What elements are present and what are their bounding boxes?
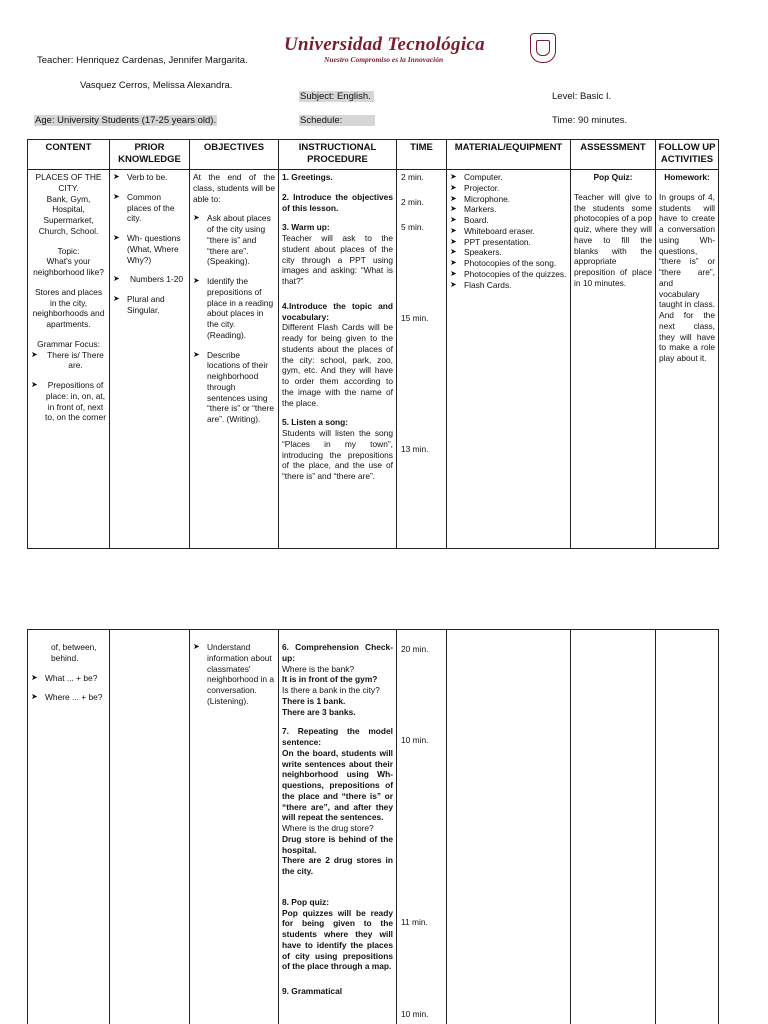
col-header-assessment: ASSESSMENT [571,140,656,170]
col-header-material: MATERIAL/EQUIPMENT [447,140,571,170]
grammar-item: ➤ There is/ There are. [31,350,106,372]
lesson-plan-table-1 [27,139,719,549]
time-value: 15 min. [401,313,429,323]
step-7-line: On the board, students will write sentences about their neighborhood using Wh-questions, prepositions of the place and “there is” or “there are”, and after they will repeat the sentences. [282,747,393,823]
stores-text: Stores and places in the city, neighborhoods and apartments. [32,286,105,329]
time-value: 11 min. [401,917,428,927]
time-value: 20 min. [401,644,429,654]
material-item: ➤ Photocopies of the quizzes. [450,269,567,280]
time-value: 2 min. [401,197,424,207]
procedure-step-8-body: Pop quizzes will be ready for being given to the students where they will have to identify the places of city using prepositions of the place through a map. [282,907,393,972]
followup-cell-2 [656,630,719,1024]
assessment-title: Pop Quiz: [593,172,633,182]
university-seal-icon [530,33,556,63]
time-field: Time: 90 minutes. [552,115,628,126]
procedure-cell-2 [279,630,397,1024]
objectives-cell-2 [190,630,279,1024]
teacher-name-2: Vasquez Cerros, Melissa Alexandra. [80,80,233,91]
step-6-line: Is there a bank in the city? [282,685,380,695]
prior-item: ➤ Numbers 1-20 [113,274,186,285]
material-item: ➤ Projector. [450,183,567,194]
procedure-step-5-body: Students will listen the song “Places in my town”, introducing the prepositions of the place, and the use of “there is” and “there are”. [282,428,393,481]
objective-item: ➤ Understand information about classmates' neighborhood in a conversation. (Listening). [193,642,275,707]
time-value: 5 min. [401,222,424,232]
objectives-intro: At the end of the class, students will be able to: [193,172,275,204]
procedure-step-4-title: 4.Introduce the topic and vocabulary: [282,300,393,322]
step-6-line: It is in front of the gym? [282,674,378,685]
grammar-label: Grammar Focus: [37,338,100,349]
logo-subtitle: Nuestro Compromiso es la Innovación [324,55,444,64]
material-item: ➤ Photocopies of the song. [450,258,567,269]
places-list: Bank, Gym, Hospital, Supermarket, Church, School. [38,193,99,236]
step-7-line: There are 2 drug stores in the city. [282,855,393,876]
subject-label: Subject: English. [299,91,374,102]
objectives-list-2 [193,642,275,707]
content-list-2 [31,673,106,704]
material-item: ➤ Flash Cards. [450,280,567,291]
material-list [450,172,567,290]
procedure-cell [279,170,397,549]
procedure-step-3-body: Teacher will ask to the student about places of the city through a PPT using images and asking: “What is that?” [282,233,393,286]
material-item: ➤ Whiteboard eraser. [450,226,567,237]
teacher-label: Teacher: [37,55,74,66]
content-item: ➤ What ... + be? [31,673,106,684]
material-cell-2 [447,630,571,1024]
teacher-line-1 [37,55,248,66]
material-item: ➤ PPT presentation. [450,237,567,248]
places-title: PLACES OF THE CITY. [35,172,102,193]
objectives-list [193,213,275,425]
procedure-step-7-title: 7. Repeating the model sentence: [282,726,393,747]
assessment-cell-2 [571,630,656,1024]
objective-item: ➤ Ask about places of the city using “there is” and “there are”. (Speaking). [193,213,275,267]
logo-title: Universidad Tecnológica [284,34,485,55]
content-cell-2 [28,630,110,1024]
procedure-step-3-title: 3. Warm up: [282,222,330,233]
teacher-name-1: Henriquez Cardenas, Jennifer Margarita. [76,55,248,66]
time-value: 13 min. [401,444,429,454]
time-cell-2 [397,630,447,1024]
procedure-step-8-title: 8. Pop quiz: [282,896,329,907]
prior-knowledge-cell-2 [110,630,190,1024]
level-field: Level: Basic I. [552,91,612,102]
col-header-content: CONTENT [28,140,110,170]
col-header-prior-knowledge: PRIOR KNOWLEDGE [110,140,190,170]
time-value: 10 min. [401,1009,429,1019]
subject-field [299,91,374,102]
lesson-plan-table-2 [27,629,719,1024]
step-6-line: Where is the bank? [282,663,355,674]
material-cell [447,170,571,549]
assessment-cell [571,170,656,549]
followup-title: Homework: [664,172,710,182]
procedure-step-6-title: 6. Comprehension Check-up: [282,642,393,663]
prior-item: ➤ Common places of the city. [113,192,186,224]
age-field [34,115,217,126]
grammar-list [31,350,106,424]
prior-knowledge-cell [110,170,190,549]
procedure-step-4-body: Different Flash Cards will be ready for being given to the students about the places of the city: school, park, zoo, gym, etc. And they will have to order them according to the image with the name of the place. [282,322,393,408]
col-header-procedure: INSTRUCTIONAL PROCEDURE [279,140,397,170]
prior-item: ➤ Plural and Singular. [113,294,186,316]
col-header-followup: FOLLOW UP ACTIVITIES [656,140,719,170]
col-header-time: TIME [397,140,447,170]
material-item: ➤ Markers. [450,204,567,215]
university-logo [284,34,558,68]
step-6-line: There are 3 banks. [282,706,356,717]
content-cell [28,170,110,549]
material-item: ➤ Board. [450,215,567,226]
objective-item: ➤ Describe locations of their neighborhood through sentences using “there is” or “there are”. (Writing). [193,350,275,425]
assessment-text: Teacher will give to the students some photocopies of a pop quiz, where they will have to fill the blanks with the appropriate preposition of place in 10 minutes. [574,191,652,288]
followup-text: In groups of 4, students will have to create a conversation using Wh-questions, “there is” or “there are”, and vocabulary taught in class. And for the next class, they will have to make a role play about it. [659,191,715,363]
procedure-step-2: 2. Introduce the objectives of this lesson. [282,191,393,213]
procedure-step-1: 1. Greetings. [282,172,333,182]
content-continuation: of, between, behind. [51,642,97,663]
procedure-step-9-title: 9. Grammatical [282,986,343,996]
procedure-step-5-title: 5. Listen a song: [282,417,349,428]
topic-text: What's your neighborhood like? [33,256,104,277]
material-item: ➤ Speakers. [450,247,567,258]
time-value: 2 min. [401,172,424,182]
topic-label: Topic: [57,245,80,256]
followup-cell [656,170,719,549]
step-7-line: Drug store is behind of the hospital. [282,833,393,855]
objective-item: ➤ Identify the prepositions of place in a reading about places in the city. (Reading). [193,276,275,341]
prior-item: ➤ Verb to be. [113,172,186,183]
schedule-label: Schedule: [299,115,375,126]
material-item: ➤ Microphone. [450,194,567,205]
prior-item: ➤ Wh- questions (What, Where Why?) [113,233,186,265]
step-6-line: There is 1 bank. [282,695,346,706]
objectives-cell [190,170,279,549]
age-label: Age: University Students (17-25 years old). [35,115,217,126]
col-header-objectives: OBJECTIVES [190,140,279,170]
material-item: ➤ Computer. [450,172,567,183]
grammar-item: ➤ Prepositions of place: in, on, at, in front of, next to, on the corner [31,380,106,423]
time-cell [397,170,447,549]
time-value: 10 min. [401,735,429,745]
step-7-line: Where is the drug store? [282,823,374,833]
prior-knowledge-list [113,172,186,316]
content-item: ➤ Where ... + be? [31,692,106,703]
schedule-field [299,115,375,126]
